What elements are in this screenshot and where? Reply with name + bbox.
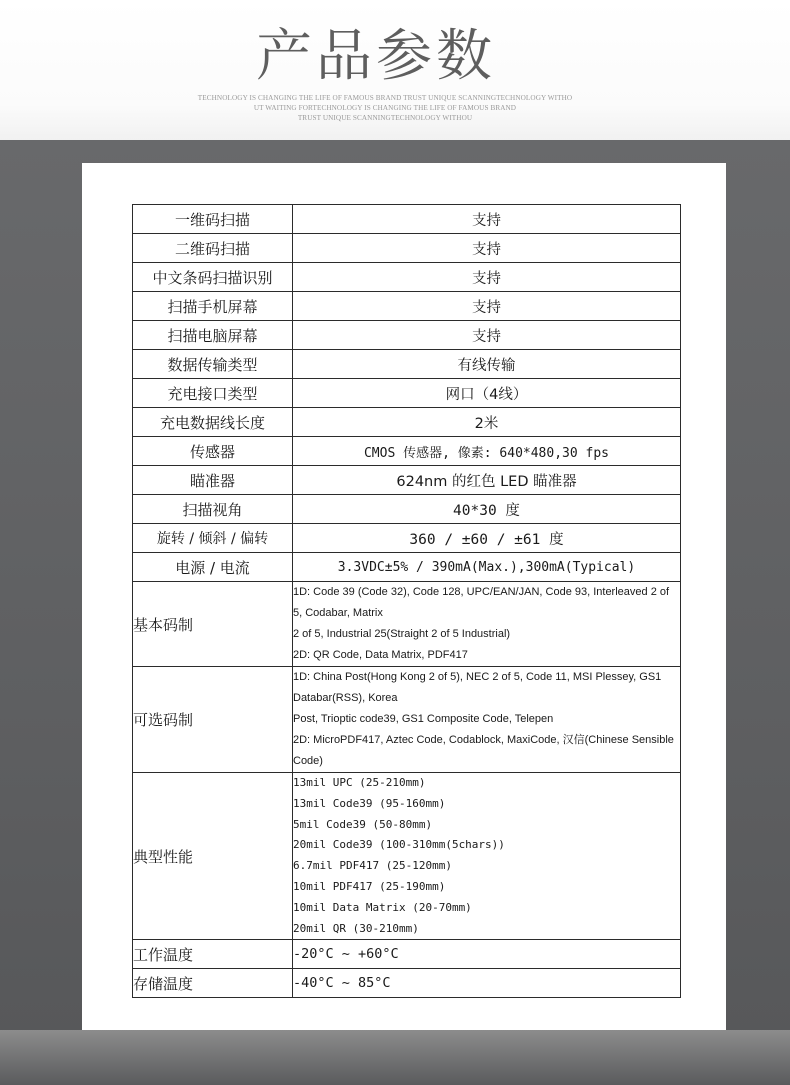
table-row <box>133 437 681 466</box>
spec-label: 存储温度 <box>133 969 293 998</box>
spec-value: 40*30 度 <box>293 495 681 524</box>
spec-value: 支持 <box>293 263 681 292</box>
table-row <box>133 321 681 350</box>
spec-label: 扫描手机屏幕 <box>133 292 293 321</box>
spec-label: 可选码制 <box>133 667 293 773</box>
spec-value: 3.3VDC±5% / 390mA(Max.),300mA(Typical) <box>293 553 681 582</box>
list-item: 10mil PDF417 (25-190mm) <box>293 879 446 893</box>
page-header <box>0 0 790 140</box>
list-item: 6.7mil PDF417 (25-120mm) <box>293 859 452 873</box>
table-row <box>133 773 681 940</box>
spec-value: 支持 <box>293 234 681 263</box>
spec-label: 充电接口类型 <box>133 379 293 408</box>
table-row <box>133 466 681 495</box>
spec-label: 扫描电脑屏幕 <box>133 321 293 350</box>
table-row <box>133 940 681 969</box>
table-row <box>133 524 681 553</box>
spec-value: -40°C ~ 85°C <box>293 969 681 998</box>
spec-label: 扫描视角 <box>133 495 293 524</box>
spec-label: 典型性能 <box>133 773 293 940</box>
list-item: 5mil Code39 (50-80mm) <box>293 817 433 831</box>
spec-table <box>132 204 681 998</box>
list-item: 1D: Code 39 (Code 32), Code 128, UPC/EAN/JAN, Code 93, Interleaved 2 of <box>293 586 670 598</box>
list-item: 20mil Code39 (100-310mm(5chars)) <box>293 838 505 852</box>
page-subtitle: TECHNOLOGY IS CHANGING THE LIFE OF FAMOUS BRAND TRUST UNIQUE SCANNINGTECHNOLOGY WITHO UT WAITING FORTECHNOLOGY IS CHANGING THE LIFE OF FAMOUS BRAND TRUST UNIQUE SCANNINGTECHNOLOGY WITHOU <box>197 94 573 122</box>
table-row <box>133 379 681 408</box>
spec-label: 充电数据线长度 <box>133 408 293 437</box>
bottom-glow <box>0 1030 790 1085</box>
table-row <box>133 263 681 292</box>
table-row <box>133 205 681 234</box>
spec-value: 360 / ±60 / ±61 度 <box>293 524 681 553</box>
spec-value-list <box>293 582 681 667</box>
spec-label: 电源 / 电流 <box>133 553 293 582</box>
spec-label: 二维码扫描 <box>133 234 293 263</box>
page-title: 产品参数 <box>256 24 496 89</box>
table-row <box>133 350 681 379</box>
spec-label: 中文条码扫描识别 <box>133 263 293 292</box>
spec-value: CMOS 传感器, 像素: 640*480,30 fps <box>293 437 681 466</box>
spec-label: 瞄准器 <box>133 466 293 495</box>
spec-value: 有线传输 <box>293 350 681 379</box>
list-item: Code) <box>293 755 323 767</box>
list-item: 5, Codabar, Matrix <box>293 607 383 619</box>
list-item: 2D: MicroPDF417, Aztec Code, Codablock, MaxiCode, 汉信(Chinese Sensible <box>293 734 674 746</box>
spec-label: 传感器 <box>133 437 293 466</box>
spec-value-list <box>293 667 681 773</box>
spec-value: 支持 <box>293 205 681 234</box>
list-item: 13mil UPC (25-210mm) <box>293 776 426 789</box>
spec-value: 2米 <box>293 408 681 437</box>
spec-value-list <box>293 773 681 940</box>
spec-label: 工作温度 <box>133 940 293 969</box>
spec-value: 支持 <box>293 292 681 321</box>
spec-label: 旋转 / 倾斜 / 偏转 <box>133 524 293 553</box>
spec-value: 支持 <box>293 321 681 350</box>
list-item: Post, Trioptic code39, GS1 Composite Code, Telepen <box>293 713 554 725</box>
table-row <box>133 408 681 437</box>
spec-label: 数据传输类型 <box>133 350 293 379</box>
table-row <box>133 495 681 524</box>
spec-value: 网口（4线） <box>293 379 681 408</box>
list-item: 2D: QR Code, Data Matrix, PDF417 <box>293 649 468 661</box>
list-item: 13mil Code39 (95-160mm) <box>293 796 446 810</box>
list-item: 2 of 5, Industrial 25(Straight 2 of 5 Industrial) <box>293 628 511 640</box>
table-row <box>133 667 681 773</box>
spec-value: 624nm 的红色 LED 瞄准器 <box>293 466 681 495</box>
spec-label: 基本码制 <box>133 582 293 667</box>
table-row <box>133 969 681 998</box>
table-row <box>133 553 681 582</box>
list-item: 20mil QR (30-210mm) <box>293 921 419 935</box>
table-row <box>133 234 681 263</box>
list-item: 1D: China Post(Hong Kong 2 of 5), NEC 2 of 5, Code 11, MSI Plessey, GS1 <box>293 671 662 683</box>
spec-value: -20°C ~ +60°C <box>293 940 681 969</box>
spec-label: 一维码扫描 <box>133 205 293 234</box>
table-row <box>133 292 681 321</box>
list-item: Databar(RSS), Korea <box>293 692 398 704</box>
table-row <box>133 582 681 667</box>
list-item: 10mil Data Matrix (20-70mm) <box>293 900 472 914</box>
